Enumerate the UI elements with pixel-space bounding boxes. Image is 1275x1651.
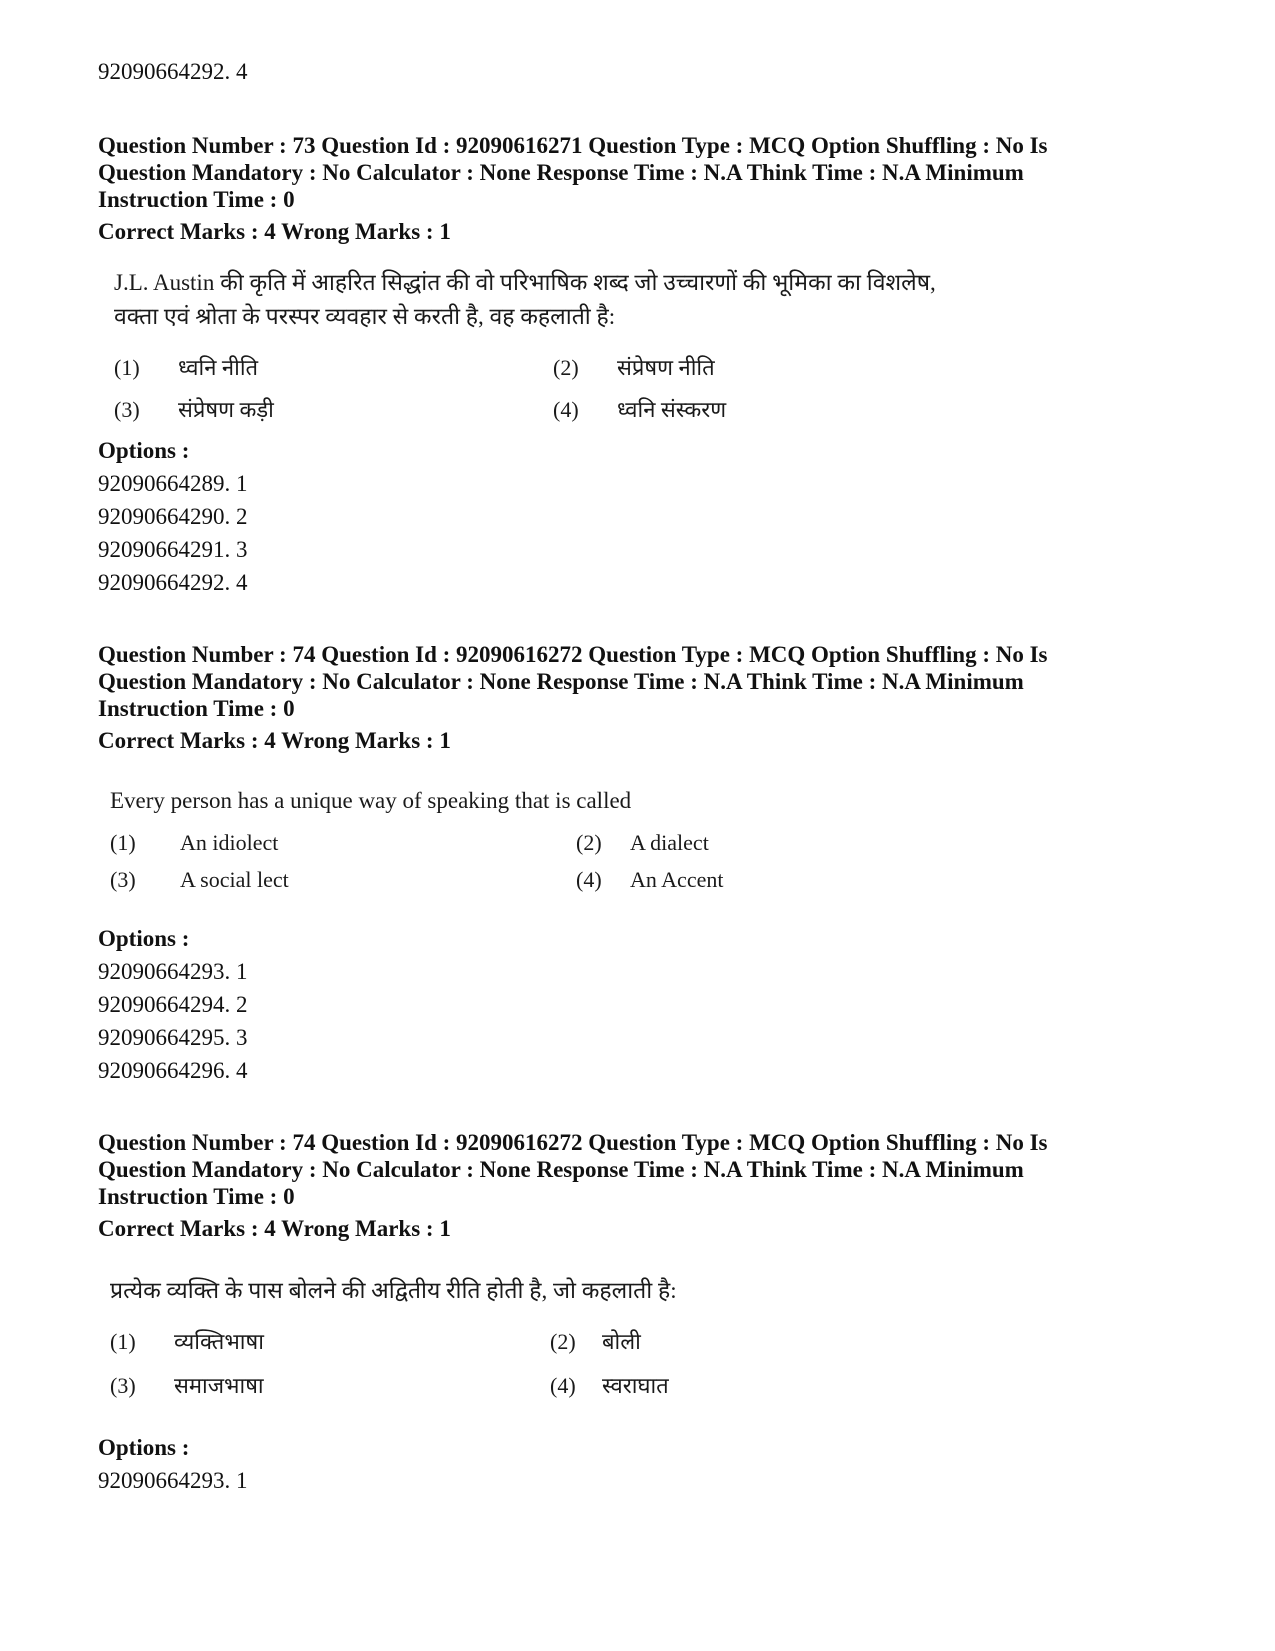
question-header-line: Question Mandatory : No Calculator : None Response Time : N.A Think Time : N.A Minimum — [98, 160, 1024, 185]
answer-choice-2: (2) A dialect — [576, 830, 709, 855]
option-line: 92090664293. 1 — [98, 1468, 248, 1493]
answer-choice-2: (2) बोली — [550, 1329, 641, 1354]
answer-choice-4: (4) ध्वनि संस्करण — [553, 397, 727, 422]
options-label: Options : — [98, 926, 190, 951]
option-line: 92090664290. 2 — [98, 504, 248, 529]
answer-choice-4: (4) An Accent — [576, 867, 724, 892]
options-label: Options : — [98, 438, 190, 463]
answer-choice-1: (1) ध्वनि नीति — [114, 355, 259, 380]
question-text-image — [110, 784, 910, 904]
marks-line: Correct Marks : 4 Wrong Marks : 1 — [98, 1216, 451, 1241]
answer-choice-4: (4) स्वराघात — [550, 1373, 669, 1398]
answer-choice-2: (2) संप्रेषण नीति — [553, 355, 715, 380]
option-line: 92090664292. 4 — [98, 59, 248, 84]
question-text-line: J.L. Austin की कृति में आहरित सिद्धांत की वो परिभाषिक शब्द जो उच्चारणों की भूमिका का विशलेष, — [114, 270, 936, 295]
option-line: 92090664291. 3 — [98, 537, 248, 562]
answer-choice-3: (3) संप्रेषण कड़ी — [114, 397, 274, 422]
answer-choice-1: (1) An idiolect — [110, 830, 279, 855]
question-header-line: Instruction Time : 0 — [98, 1184, 295, 1209]
option-line: 92090664294. 2 — [98, 992, 248, 1017]
option-line: 92090664296. 4 — [98, 1058, 248, 1083]
question-header-line: Question Mandatory : No Calculator : None Response Time : N.A Think Time : N.A Minimum — [98, 669, 1024, 694]
question-header-line: Question Mandatory : No Calculator : None Response Time : N.A Think Time : N.A Minimum — [98, 1157, 1024, 1182]
options-label: Options : — [98, 1435, 190, 1460]
question-text-line: Every person has a unique way of speaking that is called — [110, 788, 632, 813]
answer-choice-1: (1) व्यक्तिभाषा — [110, 1329, 264, 1354]
question-header-line: Question Number : 74 Question Id : 92090616272 Question Type : MCQ Option Shuffling : No Is — [98, 1130, 1048, 1155]
question-header-line: Instruction Time : 0 — [98, 187, 295, 212]
option-line: 92090664292. 4 — [98, 570, 248, 595]
question-header-line: Question Number : 74 Question Id : 92090616272 Question Type : MCQ Option Shuffling : No Is — [98, 642, 1048, 667]
question-text-line: प्रत्येक व्यक्ति के पास बोलने की अद्वितीय रीति होती है, जो कहलाती है: — [110, 1278, 677, 1303]
answer-choice-3: (3) समाजभाषा — [110, 1373, 264, 1398]
marks-line: Correct Marks : 4 Wrong Marks : 1 — [98, 219, 451, 244]
question-text-line: वक्ता एवं श्रोता के परस्पर व्यवहार से करती है, वह कहलाती है: — [114, 304, 616, 329]
option-line: 92090664295. 3 — [98, 1025, 248, 1050]
answer-choice-3: (3) A social lect — [110, 867, 289, 892]
option-line: 92090664293. 1 — [98, 959, 248, 984]
question-text-image — [110, 1274, 910, 1409]
question-header-line: Instruction Time : 0 — [98, 696, 295, 721]
marks-line: Correct Marks : 4 Wrong Marks : 1 — [98, 728, 451, 753]
question-text-image — [114, 266, 1114, 426]
option-line: 92090664289. 1 — [98, 471, 248, 496]
question-header-line: Question Number : 73 Question Id : 92090616271 Question Type : MCQ Option Shuffling : No Is — [98, 133, 1048, 158]
